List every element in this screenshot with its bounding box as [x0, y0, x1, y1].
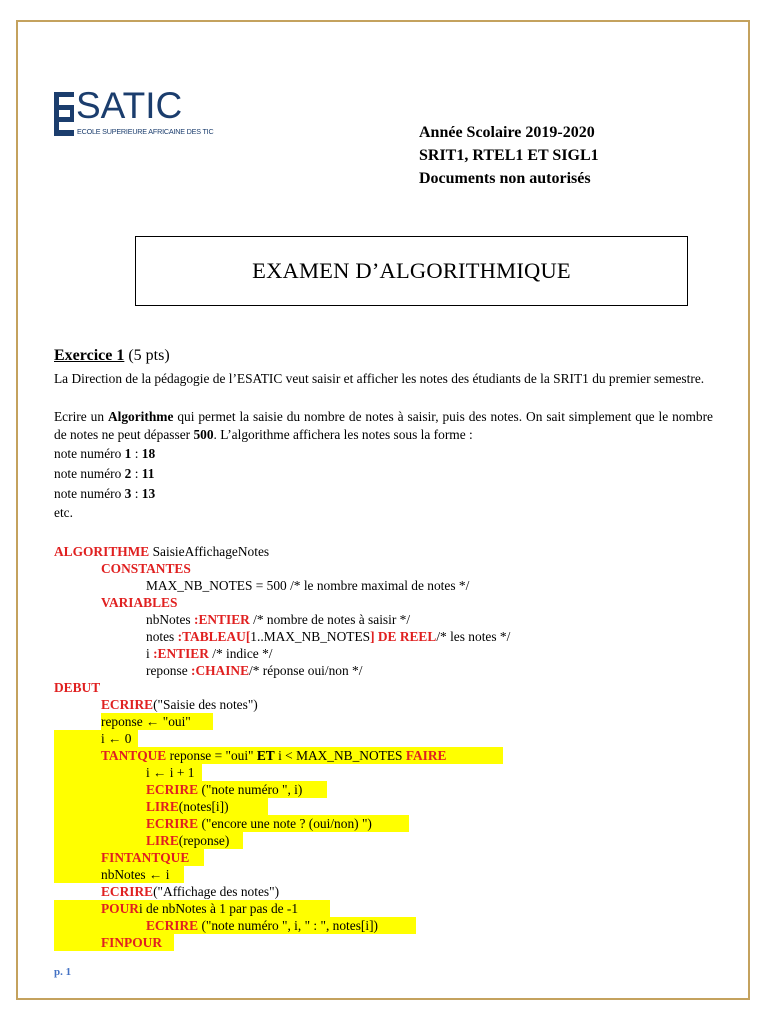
code-line: ALGORITHME SaisieAffichageNotes	[54, 544, 270, 559]
task-text-a: Ecrire un	[54, 409, 108, 424]
code-line: ECRIRE ("note numéro ", i)	[146, 782, 303, 797]
code-line: VARIABLES	[101, 595, 178, 610]
code-line: DEBUT	[54, 680, 101, 695]
logo-tagline: ECOLE SUPERIEURE AFRICAINE DES TIC	[77, 127, 214, 136]
code-line: i :ENTIER /* indice */	[146, 646, 273, 661]
example-etc: etc.	[54, 505, 73, 520]
task-max: 500	[193, 427, 214, 442]
code-line: reponse ← "oui"	[101, 714, 191, 729]
logo-e-mark	[54, 92, 74, 136]
code-line: FINTANTQUE	[101, 850, 190, 865]
code-line: MAX_NB_NOTES = 500 /* le nombre maximal de notes */	[146, 578, 470, 593]
code-line: FINPOUR	[101, 935, 162, 950]
code-line: POURi de nbNotes à 1 par pas de -1	[101, 901, 299, 916]
code-line: TANTQUE reponse = "oui" ET i < MAX_NB_NOTES FAIRE	[101, 748, 447, 763]
code-line: ECRIRE ("note numéro ", i, " : ", notes[i])	[146, 918, 379, 933]
task-text-c: . L’algorithme affichera les notes sous la forme :	[213, 427, 473, 442]
page-number: p. 1	[54, 966, 72, 978]
classes: SRIT1, RTEL1 ET SIGL1	[419, 147, 599, 164]
exam-title-box	[135, 236, 688, 306]
code-line: ECRIRE("Affichage des notes")	[101, 884, 280, 899]
documents-note: Documents non autorisés	[419, 170, 591, 187]
exercise-task	[54, 408, 713, 444]
exam-title: EXAMEN D’ALGORITHMIQUE	[252, 258, 571, 283]
code-line: nbNotes ← i	[101, 867, 170, 882]
code-line: ECRIRE("Saisie des notes")	[101, 697, 258, 712]
code-line: LIRE(notes[i])	[146, 799, 229, 814]
code-line: ECRIRE ("encore une note ? (oui/non) ")	[146, 816, 372, 831]
code-line: LIRE(reponse)	[146, 833, 230, 848]
esatic-logo	[54, 85, 214, 142]
code-line: i ← i + 1	[146, 765, 195, 780]
code-line: CONSTANTES	[101, 561, 191, 576]
example-line: note numéro 1 : 18	[54, 446, 156, 461]
exercise-label: Exercice 1	[54, 347, 125, 364]
task-algorithme: Algorithme	[107, 409, 174, 424]
code-line: i ← 0	[101, 731, 132, 746]
example-line: note numéro 3 : 13	[54, 486, 156, 501]
code-line: notes :TABLEAU[1..MAX_NB_NOTES] DE REEL/* les notes */	[146, 629, 511, 644]
logo-wordmark: SATIC	[76, 85, 183, 126]
exercise-points: (5 pts)	[128, 347, 170, 364]
task-text-b: qui permet la saisie du nombre de notes à saisir, puis des notes. On sait simplement que le nombre de notes ne peut dépasser	[54, 409, 714, 442]
exercise-intro: La Direction de la pédagogie de l’ESATIC veut saisir et afficher les notes des étudiants de la SRIT1 du premier semestre.	[54, 371, 705, 386]
exercise-heading	[54, 347, 170, 365]
code-line: reponse :CHAINE/* réponse oui/non */	[146, 663, 363, 678]
code-line: nbNotes :ENTIER /* nombre de notes à saisir */	[146, 612, 411, 627]
example-line: note numéro 2 : 11	[54, 466, 155, 481]
school-year: Année Scolaire 2019-2020	[419, 124, 595, 141]
